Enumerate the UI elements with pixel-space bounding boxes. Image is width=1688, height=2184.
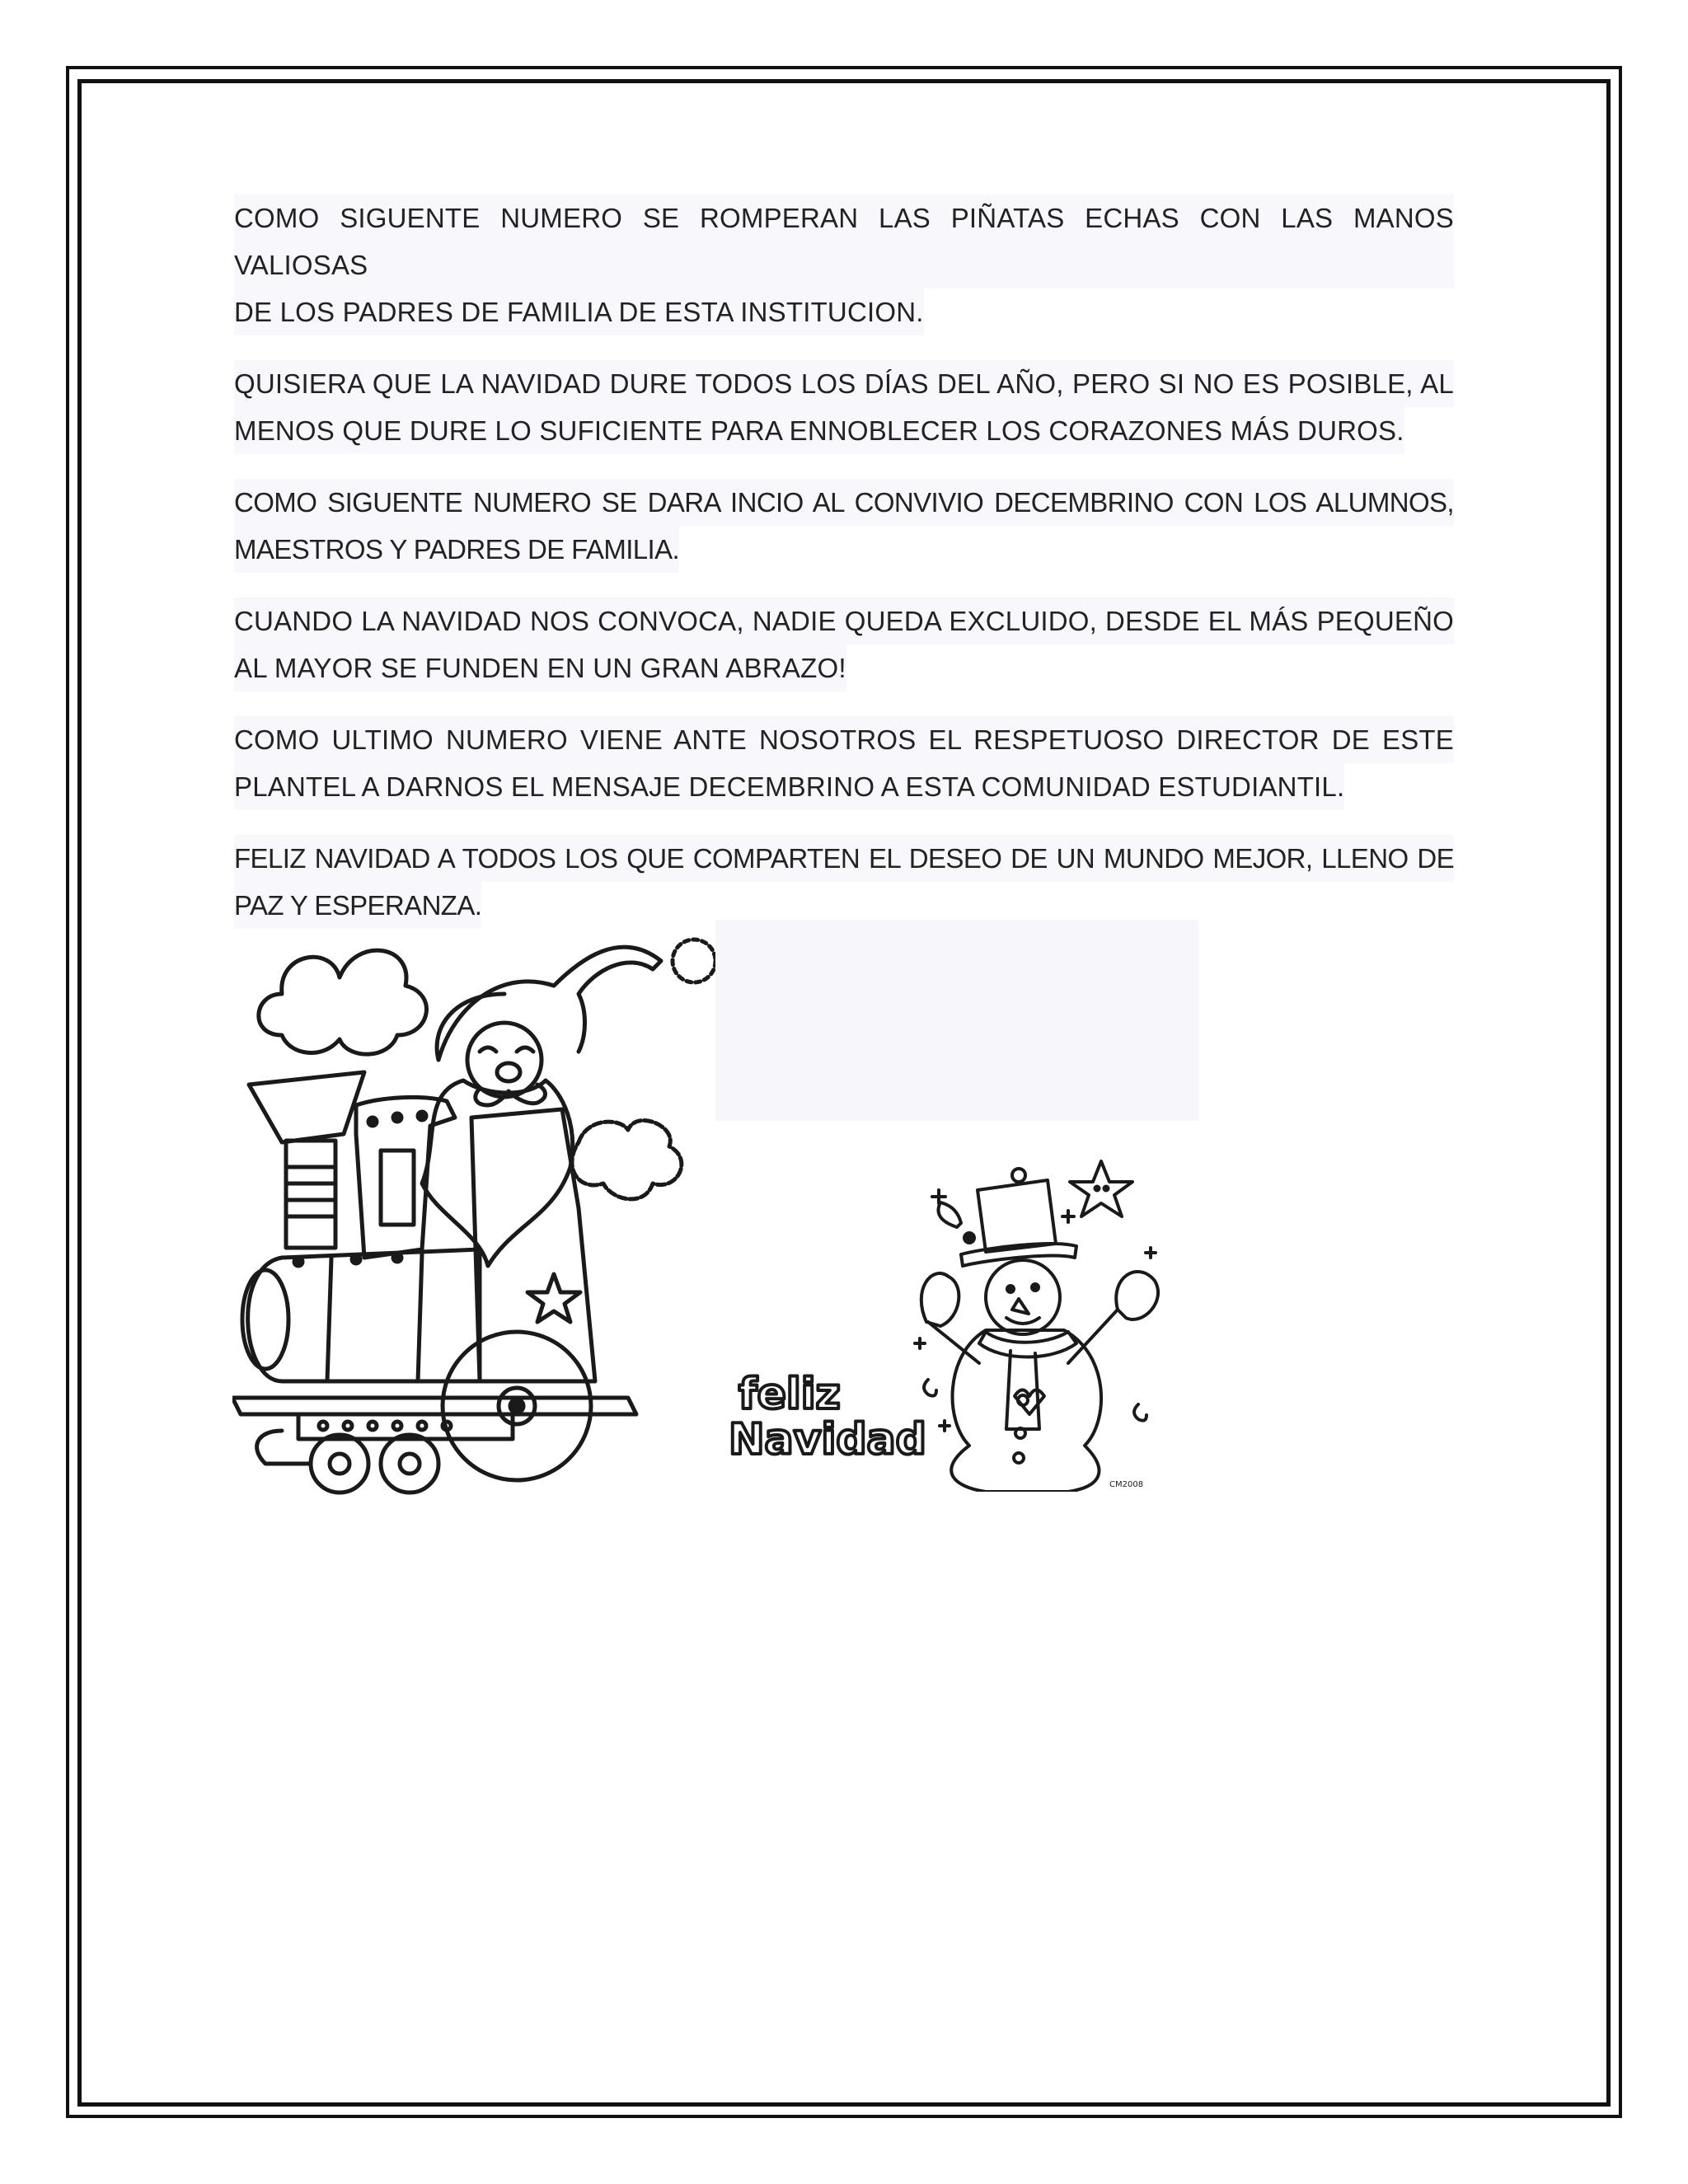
paragraph-navidad-wish: [234, 360, 1454, 454]
text-line: COMO SIGUENTE NUMERO SE DARA INCIO AL CONVIVIO DECEMBRINO CON LOS ALUMNOS,: [234, 479, 1454, 526]
text-line: CUANDO LA NAVIDAD NOS CONVOCA, NADIE QUEDA EXCLUIDO, DESDE EL MÁS PEQUEÑO: [234, 598, 1454, 644]
paragraph-convoca: [234, 598, 1454, 691]
paragraph-feliz-navidad: [234, 835, 1454, 929]
text-line: DE LOS PADRES DE FAMILIA DE ESTA INSTITUCION.: [234, 288, 924, 335]
image-placeholder-shade: [715, 920, 1198, 1121]
greeting-line-1: feliz: [738, 1370, 841, 1419]
santa-train-icon: [232, 920, 715, 1498]
snowman-icon: [722, 1157, 1180, 1492]
text-line: COMO ULTIMO NUMERO VIENE ANTE NOSOTROS EL RESPETUOSO DIRECTOR DE ESTE: [234, 716, 1454, 763]
text-line: FELIZ NAVIDAD A TODOS LOS QUE COMPARTEN EL DESEO DE UN MUNDO MEJOR, LLENO DE: [234, 835, 1454, 882]
text-line: QUISIERA QUE LA NAVIDAD DURE TODOS LOS DÍAS DEL AÑO, PERO SI NO ES POSIBLE, AL: [234, 360, 1454, 407]
text-line: MENOS QUE DURE LO SUFICIENTE PARA ENNOBLECER LOS CORAZONES MÁS DUROS.: [234, 407, 1404, 454]
greeting-line-2: Navidad: [729, 1415, 926, 1465]
document-body: [234, 194, 1454, 954]
text-line: AL MAYOR SE FUNDEN EN UN GRAN ABRAZO!: [234, 644, 846, 691]
text-line: COMO SIGUENTE NUMERO SE ROMPERAN LAS PIÑATAS ECHAS CON LAS MANOS VALIOSAS: [234, 194, 1454, 288]
paragraph-convivio: [234, 479, 1454, 573]
text-line: MAESTROS Y PADRES DE FAMILIA.: [234, 526, 679, 573]
text-line: PAZ Y ESPERANZA.: [234, 882, 481, 929]
artist-mark: CM2008: [1109, 1480, 1144, 1489]
text-line: PLANTEL A DARNOS EL MENSAJE DECEMBRINO A ESTA COMUNIDAD ESTUDIANTIL.: [234, 763, 1344, 810]
paragraph-director: [234, 716, 1454, 810]
paragraph-pinatas: [234, 194, 1454, 335]
